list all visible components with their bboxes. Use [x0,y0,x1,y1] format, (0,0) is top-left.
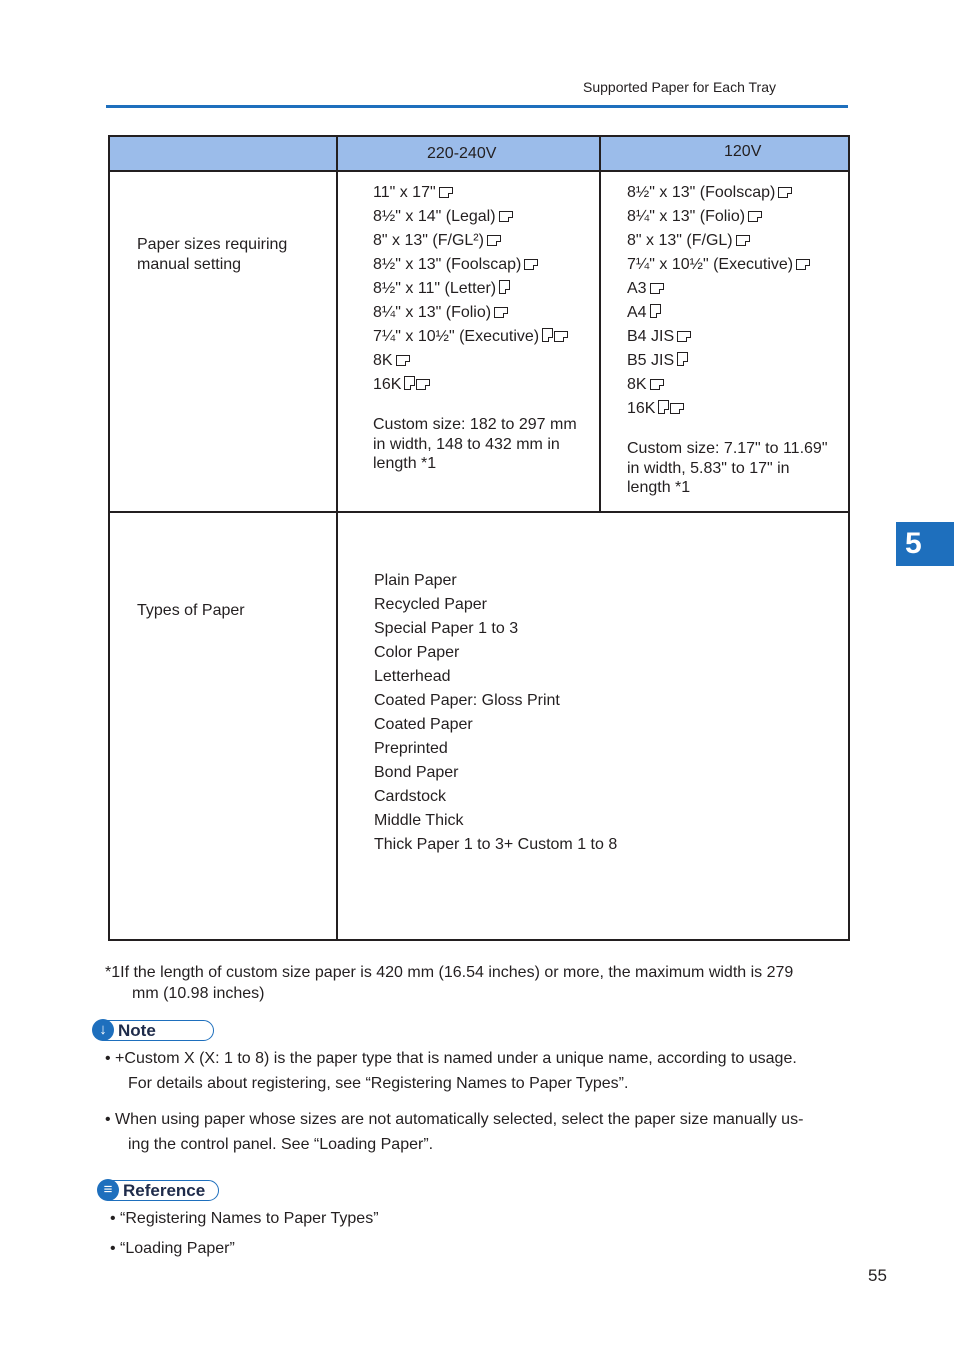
reference-item: • “Registering Names to Paper Types” [110,1210,379,1227]
reference-title: Reference [123,1181,206,1200]
running-header: Supported Paper for Each Tray [583,79,776,95]
paper-size-label: A4 [627,304,647,321]
paper-size-label: 8½" x 11" (Letter) [373,280,497,297]
paper-size-label: B4 JIS [627,328,675,345]
landscape-paper-icon [524,259,538,270]
paper-type-item: Coated Paper: Gloss Print [374,692,560,709]
portrait-paper-icon [650,304,661,318]
note-label [94,1020,214,1041]
paper-size-label: 7¼" x 10½" (Executive) [627,256,794,273]
paper-size-label: 8" x 13" (F/GL²) [373,232,484,249]
landscape-paper-icon [396,355,410,366]
page-number: 55 [868,1266,887,1285]
landscape-paper-icon [554,331,568,342]
reference-label [99,1180,219,1201]
paper-size-item [373,301,568,325]
landscape-paper-icon [487,235,501,246]
landscape-paper-icon [796,259,810,270]
paper-type-item: Preprinted [374,740,448,757]
paper-size-item [373,181,568,205]
paper-size-item [627,325,810,349]
paper-type-item: Letterhead [374,668,451,685]
paper-size-label: 16K [627,400,656,417]
sizes-220-list [373,181,568,397]
portrait-paper-icon [658,400,669,414]
paper-size-label: 8½" x 13" (Foolscap) [373,256,522,273]
custom-line: length *1 [627,479,691,496]
paper-size-label: 8½" x 13" (Foolscap) [627,184,776,201]
paper-size-item [373,253,568,277]
portrait-paper-icon [677,352,688,366]
bullet-line: • +Custom X (X: 1 to 8) is the paper type that is named under a unique name, according to usage. [105,1050,797,1067]
paper-size-label: 8" x 13" (F/GL) [627,232,733,249]
paper-table [108,135,850,941]
paper-size-label: 16K [373,376,402,393]
reference-item: • “Loading Paper” [110,1240,235,1257]
landscape-paper-icon [499,211,513,222]
landscape-paper-icon [670,403,684,414]
paper-size-label: B5 JIS [627,352,675,369]
row-label-line: Paper sizes requiring [137,236,288,253]
paper-types-list [374,569,617,857]
header-120v: 120V [724,143,762,160]
landscape-paper-icon [416,379,430,390]
header-bottom-line [110,170,848,172]
footnote-line: mm (10.98 inches) [132,985,265,1002]
bullet-line: ing the control panel. See “Loading Paper”. [128,1136,434,1153]
landscape-paper-icon [439,187,453,198]
landscape-paper-icon [650,379,664,390]
paper-size-label: 8¼" x 13" (Folio) [373,304,492,321]
paper-size-item [373,229,568,253]
custom-line: Custom size: 182 to 297 mm [373,416,577,433]
paper-size-item [373,325,568,349]
paper-type-item: Plain Paper [374,572,457,589]
paper-size-item [627,349,810,373]
bullet-line: • When using paper whose sizes are not automatically selected, select the paper size manually us- [105,1111,804,1128]
paper-type-item: Coated Paper [374,716,473,733]
paper-size-item [373,373,568,397]
paper-size-label: 8½" x 14" (Legal) [373,208,496,225]
landscape-paper-icon [736,235,750,246]
paper-size-item [627,229,810,253]
paper-type-item: Middle Thick [374,812,464,829]
paper-size-item [627,205,810,229]
sizes-120-list [627,181,810,421]
note-bullet [105,1046,797,1096]
paper-size-label: 11" x 17" [373,184,436,201]
note-title: Note [118,1021,156,1040]
footnote-line: *1If the length of custom size paper is 420 mm (16.54 inches) or more, the maximum width is 279 [105,964,794,981]
paper-type-item: Thick Paper 1 to 3+ Custom 1 to 8 [374,836,618,853]
note-bullet [105,1107,803,1157]
paper-size-item [627,301,810,325]
paper-size-item [627,397,810,421]
paper-type-item: Special Paper 1 to 3 [374,620,519,637]
header-220-240v: 220-240V [427,145,497,162]
custom-line: in width, 148 to 432 mm in [373,435,560,453]
custom-line: in width, 5.83" to 17" in [627,459,790,477]
paper-size-item [627,253,810,277]
landscape-paper-icon [778,187,792,198]
paper-type-item: Bond Paper [374,764,459,781]
portrait-paper-icon [499,280,510,294]
landscape-paper-icon [677,331,691,342]
paper-size-item [627,373,810,397]
row-label-manual-sizes [137,235,287,274]
bullet-line: For details about registering, see “Registering Names to Paper Types”. [128,1075,629,1092]
landscape-paper-icon [650,283,664,294]
landscape-paper-icon [494,307,508,318]
custom-line: Custom size: 7.17" to 11.69" [627,440,828,457]
portrait-paper-icon [404,376,415,390]
col1-divider [336,137,338,939]
paper-size-label: 8K [627,376,647,393]
custom-size-220 [373,415,577,474]
paper-type-item: Recycled Paper [374,596,487,613]
paper-size-item [627,277,810,301]
paper-size-item [373,277,568,301]
footnote [105,962,835,1004]
paper-size-label: 8¼" x 13" (Folio) [627,208,746,225]
paper-size-label: A3 [627,280,647,297]
paper-type-item: Cardstock [374,788,447,805]
paper-size-item [373,349,568,373]
row-divider [110,511,848,513]
custom-line: length *1 [373,455,437,472]
landscape-paper-icon [748,211,762,222]
paper-type-item: Color Paper [374,644,460,661]
custom-size-120 [627,439,828,498]
row-label-types: Types of Paper [137,602,245,619]
paper-size-item [627,181,810,205]
chapter-tab: 5 [896,522,954,566]
paper-size-item [373,205,568,229]
portrait-paper-icon [542,328,553,342]
header-rule [106,105,848,108]
col2-divider [599,137,601,511]
row-label-line: manual setting [137,255,242,273]
document-icon: ≡ [97,1179,119,1201]
paper-size-label: 7¼" x 10½" (Executive) [373,328,540,345]
arrow-down-icon: ↓ [92,1019,114,1041]
paper-size-label: 8K [373,352,393,369]
